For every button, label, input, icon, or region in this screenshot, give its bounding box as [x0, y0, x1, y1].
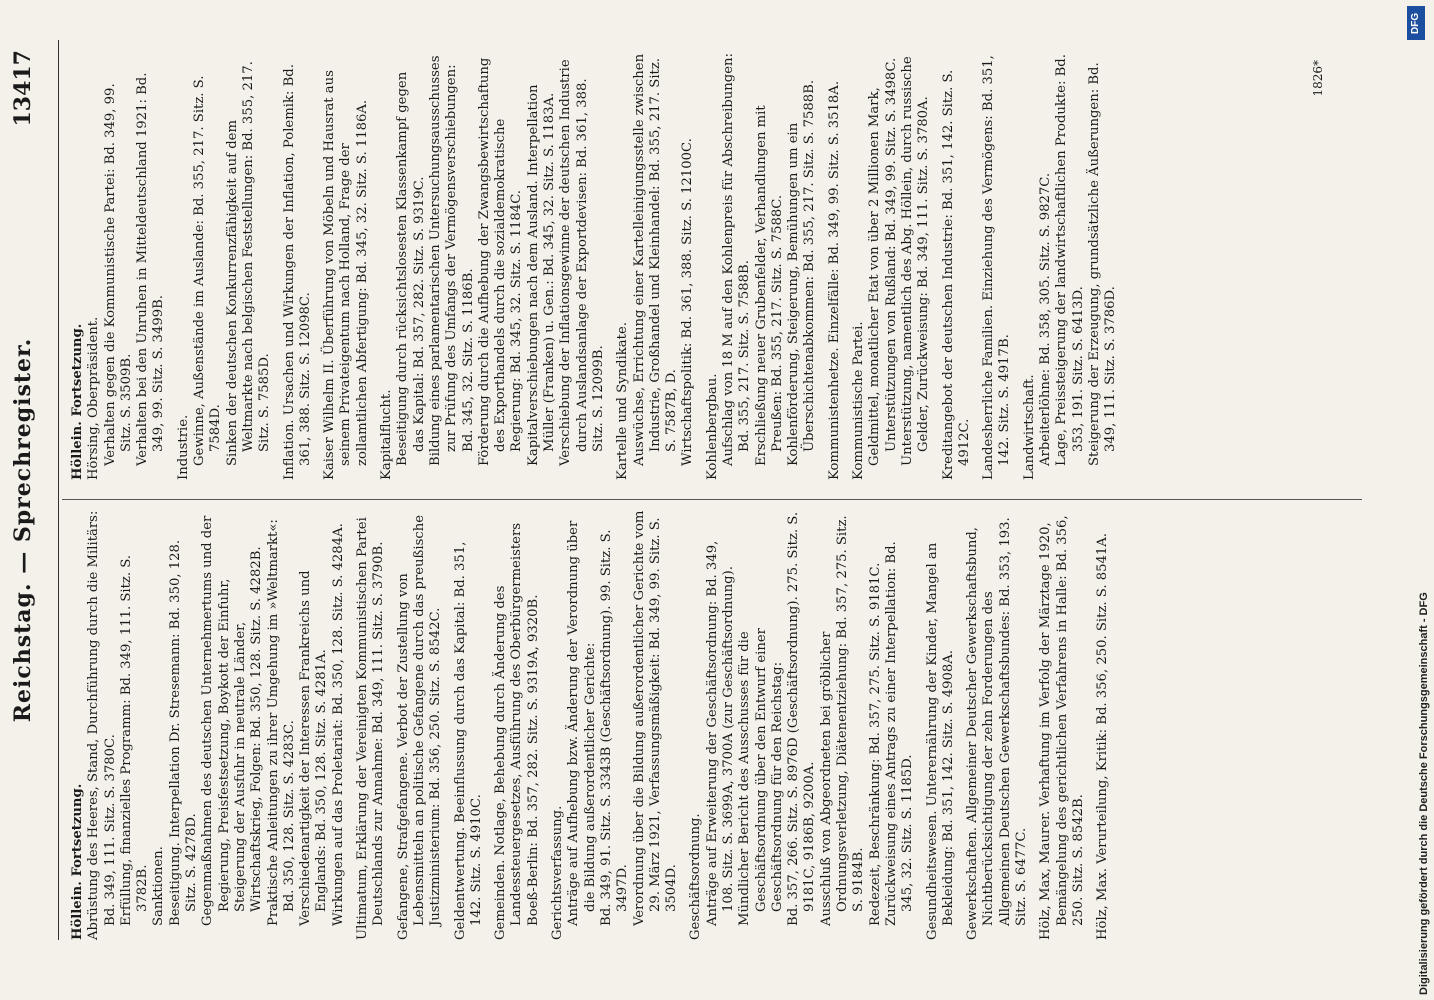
entry-subline: Auswüchse, Errichtung einer Kartelleinigungsstelle zwischen Industrie, Großhandel und Kleinhandel: Bd. 355, 217. Sitz. S. 7587B, D. [631, 53, 680, 466]
entry-keyword-line: Inflation. Ursachen und Wirkungen der Inflation, Polemik: Bd. 361, 388. Sitz. S. 12098C. [281, 64, 313, 480]
left-column-entries [86, 510, 1111, 940]
entry-keyword-line: Landwirtschaft. [1021, 374, 1037, 480]
page-header [10, 40, 50, 940]
entry-keyword-line: Kapitalflucht. [379, 389, 395, 480]
entry-subline: Wirkungen auf das Proletariat: Bd. 350, 128. Sitz. S. 4284A. [330, 523, 346, 926]
entry-subline: Ausschluß von Abgeordneten bei gröblicher Ordnungsverletzung, Diätenentziehung: Bd. 357, 275. Sitz. S. 9184B. [818, 515, 867, 926]
entry-keyword-line: Geschäftsordnung. [688, 813, 704, 940]
right-column-entries [86, 50, 1119, 480]
entry-subline: Förderung durch die Aufhebung der Zwangsbewirtschaftung des Exporthandels durch die sozialdemokratische Regierung: Bd. 345, 32. Sitz. S. 1184C. [476, 57, 525, 466]
entry-subline: Kapitalverschiebungen nach dem Ausland. Interpellation Müller (Franken) u. Gen.: Bd. 345, 32. Sitz. S. 1183A. [525, 84, 558, 466]
entry-keyword-line: Kommunistenhetze. Einzelfälle: Bd. 349, 99. Sitz. S. 3518A. [826, 80, 842, 480]
entry-subline: Praktische Anleitungen zu ihrer Umgehung im »Weltmarkt«: Bd. 350, 128. Sitz. S. 4283C. [265, 519, 297, 926]
entry-keyword-line: Kreditangebot der deutschen Industrie: Bd. 351, 142. Sitz. S. 4912C. [940, 69, 972, 480]
entry-subline: Kohlenförderung, Steigerung, Bemühungen um ein Überschichtenabkommen: Bd. 355, 217. Sitz. S. 7588B. [786, 79, 818, 466]
entry-subline: Steigerung der Erzeugung, grundsätzliche Äußerungen: Bd. 349, 111. Sitz. S. 3786D. [1086, 62, 1119, 466]
header-rule [58, 40, 59, 940]
register-entry [396, 510, 445, 940]
entry-subline: Arbeiterlöhne: Bd. 358, 305. Sitz. S. 9827C. [1038, 172, 1054, 466]
page-number: 13417 [10, 50, 36, 127]
entry-subline: Erschließung neuer Grubenfelder, Verhandlungen mit Preußen: Bd. 355, 217. Sitz. S. 7588C. [753, 105, 785, 466]
entry-subline: Sanktionen. [151, 846, 167, 926]
digitization-sidebar [1404, 0, 1434, 1000]
entry-subline: Gewinne, Außenstände im Auslande: Bd. 355, 217. Sitz. S. 7584D. [192, 75, 224, 466]
register-entry [379, 50, 607, 480]
register-entry [453, 510, 486, 940]
register-entry [176, 50, 274, 480]
register-entry [355, 510, 388, 940]
register-entry [493, 510, 542, 940]
entry-keyword-line: Industrie. [175, 414, 191, 480]
register-entry [322, 50, 371, 480]
left-column [70, 510, 1350, 940]
entry-subline: Aufschlag von 18 M auf den Kohlenpreis für Abschreibungen: Bd. 355, 217. Sitz. S. 7588B. [720, 53, 753, 466]
entry-keyword-line: Gemeinden. Notlage, Behebung durch Änderung des Landessteuergesetzes, Ausführung des Oberbürgermeisters Boeß-Berlin: Bd. 357, 282. Sitz. S. 9319A, 9320B. [493, 522, 541, 940]
entry-keyword-line: Hörsing, Oberpräsident. [86, 316, 102, 480]
entry-subline: Unterstützung, namentlich des Abg. Höllein, durch russische Gelder, Zurückweisung: Bd. 349, 111. Sitz. S. 3780A. [899, 56, 932, 466]
register-entry [86, 510, 347, 940]
entry-subline: Lage, Preissteigerung der landwirtschaftlichen Produkte: Bd. 353, 191. Sitz. S. 6413D. [1054, 54, 1086, 466]
entry-subline: Gegenmaßnahmen des deutschen Unternehmertums und der Regierung, Preisfestsetzung, Boykott der Einfuhr, Steigerung der Ausfuhr in neutrale Länder, Wirtschaftskrieg, Folgen: Bd. 350, 128. Sitz. S. 4282B. [200, 515, 265, 926]
entry-subline: Geldmittel, monatlicher Etat von über 2 Millionen Mark, Unterstützungen von Rußland: Bd. 349, 99. Sitz. S. 3498C. [867, 57, 899, 466]
signature-mark: 1826* [1311, 60, 1325, 97]
entry-subline: Bd. 357, 266. Sitz. S. 8976D (Geschäftsordnung). 275. Sitz. S. 9181C, 9186B, 9200A. [786, 511, 818, 926]
entry-keyword-line: Ultimatum, Erklärung der Vereinigten Kommunistischen Partei Deutschlands zur Annahme: Bd. 349, 111. Sitz. S. 3790B. [355, 517, 387, 940]
entry-subline: Sinken der deutschen Konkurrenzfähigkeit auf dem Weltmarkte nach belgischen Feststellungen: Bd. 355, 217. Sitz. S. 7585D. [224, 61, 273, 466]
running-title: Reichstag. — Sprechregister. [10, 337, 36, 723]
register-entry [705, 50, 819, 480]
register-entry [851, 50, 932, 480]
entry-subline: Anträge auf Erweiterung der Geschäftsordnung: Bd. 349, 108. Sitz. S. 3699A, 3700A (zur Geschäftsordnung). [704, 540, 736, 926]
register-entry [1038, 510, 1087, 940]
register-entry [615, 50, 696, 480]
entry-subline: Verschiebung der Inflationsgewinne der deutschen Industrie durch Auslandsanlage der Exportdevisen: Bd. 361, 388. Sitz. S. 12099B. [558, 59, 606, 466]
column-separator [62, 499, 1362, 500]
entry-keyword-line: Landesherrliche Familien. Einziehung des Vermögens: Bd. 351, 142. Sitz. S. 4917B. [981, 55, 1013, 480]
register-entry [86, 50, 167, 480]
entry-keyword-line: Gefangene, Strafgefangene. Verbot der Zustellung von Lebensmitteln an politische Gefangene durch das preußische Justizministerium: Bd. 356, 250. Sitz. S. 8542C. [395, 514, 444, 940]
entry-subline: Wirtschaftspolitik: Bd. 361, 388. Sitz. S. 12100C. [680, 138, 696, 466]
entry-subline: Bildung eines parlamentarischen Untersuchungsausschusses zur Prüfung des Umfangs der Vermögensverschiebungen: Bd. 345, 32. Sitz. S. 1186B. [427, 55, 476, 466]
entry-keyword-line: Gewerkschaften. Allgemeiner Deutscher Gewerkschaftsbund, Nichtberücksichtigung der zehn Forderungen des Allgemeinen Deutschen Gewerkschaftsbundes: Bd. 353, 193. Sitz. S. 6477C. [965, 517, 1030, 940]
entry-subline: Verhalten gegen die Kommunistische Partei: Bd. 349, 99. Sitz. S. 3509B. [102, 83, 134, 466]
entry-keyword-line: Hölz, Max. Verurteilung, Kritik: Bd. 356, 250. Sitz. S. 8541A. [1095, 533, 1111, 940]
entry-keyword-line: Kommunistische Partei. [851, 321, 867, 480]
entry-keyword-line: Gesundheitswesen. Unterernährung der Kinder, Mangel an Bekleidung: Bd. 351, 142. Sitz. S. 4908A. [924, 542, 956, 940]
dfg-credit-text: Digitalisierung gefördert durch die Deutsche Forschungsgemeinschaft - DFG [1418, 592, 1430, 995]
entry-subline: Verhalten bei den Unruhen in Mitteldeutschland 1921: Bd. 349, 99. Sitz. S. 3499B. [135, 72, 167, 466]
register-entry [550, 510, 680, 940]
register-entry [981, 50, 1014, 480]
entry-keyword-line: Kohlenbergbau. [704, 373, 720, 480]
right-column-heading: Höllein. Fortsetzung. [70, 323, 85, 480]
entry-keyword-line: Geldentwertung. Beeinflussung durch das Kapital: Bd. 351, 142. Sitz. S. 4910C. [452, 541, 484, 940]
entry-subline: Zurückweisung eines Antrags zu einer Interpellation: Bd. 345, 32. Sitz. S. 1185D. [883, 541, 916, 926]
register-entry [965, 510, 1030, 940]
entry-keyword-line: Kaiser Wilhelm II. Überführung von Möbeln und Hausrat aus seinem Privateigentum nach Holland, Frage der zollamtlichen Abfertigung: Bd. 345, 32. Sitz. S. 1186A. [322, 70, 370, 480]
register-entry [688, 510, 916, 940]
entry-subline: Beseitigung durch rücksichtslosesten Klassenkampf gegen das Kapital: Bd. 357, 282. Sitz. S. 9319C. [395, 71, 427, 466]
entry-subline: Bd. 349, 91. Sitz. S. 3343B (Geschäftsordnung). 99. Sitz. S. 3497D. [598, 529, 631, 926]
register-entry [827, 50, 843, 480]
entry-subline: Beseitigung. Interpellation Dr. Stresemann: Bd. 350, 128. Sitz. S. 4278D. [167, 539, 200, 926]
entry-keyword-line: Abrüstung des Heeres, Stand, Durchführung durch die Militärs: Bd. 349, 111. Sitz. S. 3780C. [86, 510, 118, 940]
entry-keyword-line: Hölz, Max, Maurer. Verhaftung im Verfolg der Märztage 1920, Bemängelung des gerichtlichen Verfahrens in Halle: Bd. 356, 250. Sitz. S. 8542B. [1038, 515, 1086, 940]
right-column [70, 50, 1350, 480]
entry-subline: Verordnung über die Bildung außerordentlicher Gerichte vom 29. März 1921, Verfassungsmäßigkeit: Bd. 349, 99. Sitz. S. 3504D. [631, 510, 680, 926]
left-column-heading: Höllein. Fortsetzung. [70, 783, 85, 940]
register-entry [1095, 510, 1111, 940]
entry-keyword-line: Kartelle und Syndikate. [615, 322, 631, 480]
entry-subline: Redezeit, Beschränkung: Bd. 357, 275. Sitz. S. 9181C. [867, 562, 883, 926]
register-entry [282, 50, 315, 480]
entry-subline: Anträge auf Aufhebung bzw. Änderung der Verordnung über die Bildung außerordentlicher Gerichte: [566, 520, 598, 926]
register-entry [941, 50, 974, 480]
register-entry [925, 510, 958, 940]
entry-subline: Verschiedenartigkeit der Interessen Frankreichs und Englands: Bd. 350, 128. Sitz. S. 4281A. [298, 570, 330, 926]
dfg-logo: DFG [1407, 6, 1425, 40]
register-entry [1022, 50, 1120, 480]
entry-subline: Erfüllung, finanzielles Programm: Bd. 349, 111. Sitz. S. 3782B. [118, 554, 151, 926]
entry-keyword-line: Gerichtsverfassung. [550, 805, 566, 940]
entry-subline: Mündlicher Bericht des Ausschusses für die Geschäftsordnung über den Entwurf einer Geschäftsordnung für den Reichstag: [737, 628, 785, 926]
